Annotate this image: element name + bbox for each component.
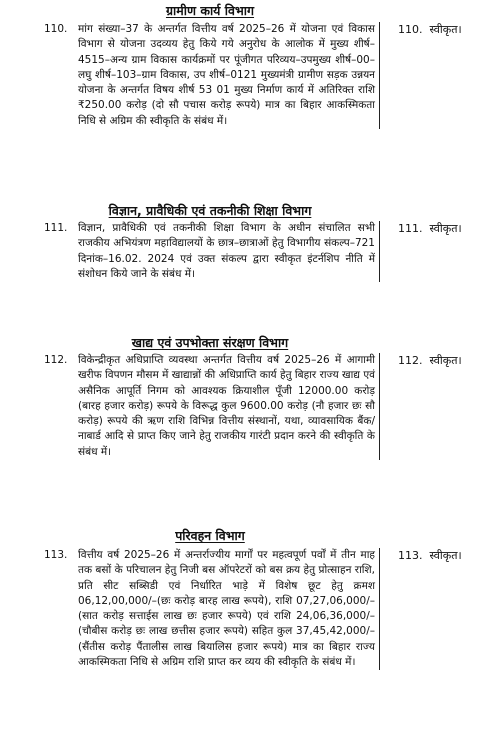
decision — [398, 221, 482, 236]
decision-text: स्वीकृत। — [429, 23, 462, 36]
decision-number: 113. — [398, 549, 423, 562]
item-number: 110. — [44, 23, 68, 35]
agenda-item-text: वित्तीय वर्ष 2025–26 में अन्तर्राज्यीय मार्गों पर महत्वपूर्ण पर्वों में तीन माह तक बसों के परिचालन हेतु निजी बस ऑपरेटरों को बस क्रय हेतु प्रोत्साहन राशि, प्रति सीट सब्सिडी एवं निर्धारित भाड़े में विशेष छूट हेतु क्रमश 06,12,00,000/–(छः करोड़ बारह लाख रूपये), राशि 07,27,06,000/–(सात करोड़ सत्ताईस लाख छः हजार रूपये) एवं राशि 24,06,36,000/–(चौबीस करोड़ छः लाख छत्तीस हजार रूपये) सहित कुल 37,45,42,000/–(सैंतीस करोड़ पैंतालीस लाख बियालिस हजार रूपये) मात्र का बिहार राज्य आकस्मिकता निधि से अग्रिम राशि प्राप्त कर व्यय की स्वीकृति के संबंध में। — [78, 548, 380, 670]
agenda-item-text: विकेन्द्रीकृत अधिप्राप्ति व्यवस्था अन्तर्गत वित्तीय वर्ष 2025–26 में आगामी खरीफ विपणन मौसम में खाद्यान्नों की अधिप्राप्ति कार्य हेतु बिहार राज्य खाद्य एवं असैनिक आपूर्ति निगम को आवश्यक क्रियाशील पूँजी 12000.00 करोड़ (बारह हजार करोड़) रूपये के विरूद्ध कुल 9600.00 करोड़ (नौ हजार छः सौ करोड़) रूपये की ऋण राशि विभिन्न वित्तीय संस्थानों, यथा, व्यावसायिक बैंक/नाबार्ड आदि से प्राप्त किए जाने हेतु राजकीय गारंटी प्रदान करने की स्वीकृति के संबंध में। — [78, 353, 380, 460]
department-heading: परिवहन विभाग — [175, 528, 245, 543]
department-heading: ग्रामीण कार्य विभाग — [165, 3, 255, 18]
item-number: 113. — [44, 549, 68, 561]
department-heading: खाद्य एवं उपभोक्ता संरक्षण विभाग — [131, 335, 289, 350]
department-heading: विज्ञान, प्रावैधिकी एवं तकनीकी शिक्षा विभाग — [108, 203, 312, 218]
decision — [398, 22, 482, 37]
item-number: 112. — [44, 354, 68, 366]
decision-text: स्वीकृत। — [429, 222, 462, 235]
decision-number: 111. — [398, 222, 423, 235]
decision-text: स्वीकृत। — [429, 549, 462, 562]
decision — [398, 353, 482, 368]
agenda-item-text: विज्ञान, प्रावैधिकी एवं तकनीकी शिक्षा विभाग के अधीन संचालित सभी राजकीय अभियंत्रण महाविद्यालयों के छात्र–छात्राओं हेतु विभागीय संकल्प–721 दिनांक–16.02. 2024 एवं उक्त संकल्प द्वारा स्वीकृत इंटर्नशिप नीति में संशोधन किये जाने के संबंध में। — [78, 221, 380, 282]
decision-text: स्वीकृत। — [429, 354, 462, 367]
item-number: 111. — [44, 222, 68, 234]
decision-number: 112. — [398, 354, 423, 367]
decision-number: 110. — [398, 23, 423, 36]
agenda-item-text: मांग संख्या–37 के अन्तर्गत वित्तीय वर्ष 2025–26 में योजना एवं विकास विभाग से योजना उदव्यय हेतु किये गये अनुरोध के आलोक में मुख्य शीर्ष–4515–अन्य ग्राम विकास कार्यक्रमों पर पूंजीगत परिव्यय–उपमुख्य शीर्ष–00–लघु शीर्ष–103–ग्राम विकास, उप शीर्ष–0121 मुख्यमंत्री ग्रामीण सड़क उन्नयन योजना के अन्तर्गत विषय शीर्ष 53 01 मुख्य निर्माण कार्य में अतिरिक्त राशि ₹250.00 करोड़ (दो सौ पचास करोड़ रूपये) मात्र का बिहार आकस्मिकता निधि से अग्रिम की स्वीकृति के संबंध में। — [78, 22, 380, 129]
decision — [398, 548, 482, 563]
